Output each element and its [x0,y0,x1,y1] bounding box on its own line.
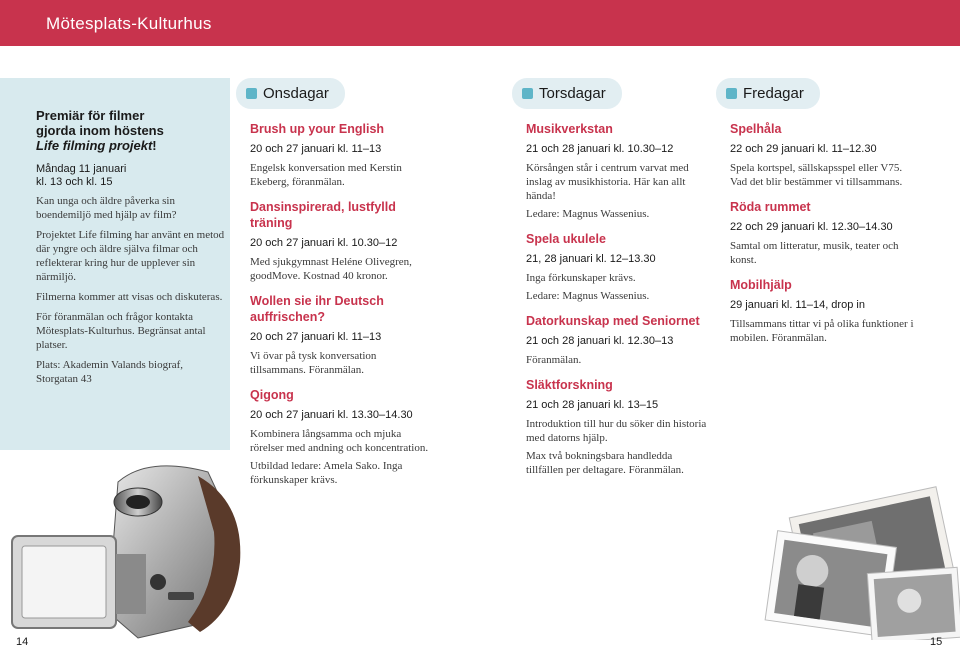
event-title: Wollen sie ihr Deutsch auffrischen? [250,294,384,324]
event-list [716,109,916,345]
square-marker-icon [522,88,533,99]
event-title: Brush up your English [250,122,385,136]
day-label: Fredagar [743,85,804,102]
sidebar-paragraph: Kan unga och äldre påverka sin boendemiljö med hjälp av film? [36,195,177,221]
event-date: 20 och 27 januari kl. 10.30–12 [250,237,398,249]
sidebar-heading-line3 [36,138,226,153]
event-text: Max två bokningsbara handledda tillfällen per deltagare. Föranmälan. [526,450,684,476]
event-text: Samtal om litteratur, musik, teater och konst. [730,240,899,266]
event-text: Ledare: Magnus Wassenius. [526,208,650,220]
event-date: 29 januari kl. 11–14, drop in [730,299,865,311]
event-title: Datorkunskap med Seniornet [526,314,700,328]
square-marker-icon [246,88,257,99]
event-text: Tillsammans tittar vi på olika funktioner i mobilen. Föranmälan. [730,318,914,344]
event-text: Kombinera långsamma och mjuka rörelser med andning och koncentration. [250,428,429,454]
event-date: 20 och 27 januari kl. 11–13 [250,143,382,155]
event-text: Engelsk konversation med Kerstin Ekeberg, föranmälan. [250,162,402,188]
sidebar-date-line1: Måndag 11 januari [36,163,127,175]
sidebar-heading-line1: Premiär för filmer [36,108,145,123]
event-title: Spela ukulele [526,232,606,246]
day-label: Torsdagar [539,85,606,102]
event-date: 20 och 27 januari kl. 13.30–14.30 [250,409,413,421]
day-label: Onsdagar [263,85,329,102]
page-title: Mötesplats-Kulturhus [46,14,212,33]
event-text: Introduktion till hur du söker din historia med datorns hjälp. [526,418,707,444]
day-header-onsdagar [236,78,345,109]
event-text: Vi övar på tysk konversation tillsammans. Föranmälan. [250,350,377,376]
event-title: Mobilhjälp [730,278,792,292]
camcorder-image [8,462,258,640]
page-number-right: 15 [930,636,943,648]
square-marker-icon [726,88,737,99]
day-header-fredagar [716,78,820,109]
event-date: 22 och 29 januari kl. 11–12.30 [730,143,877,155]
sidebar-paragraph: Filmerna kommer att visas och diskuteras. [36,291,223,303]
old-photographs-image [760,480,960,640]
sidebar-panel [0,78,230,450]
sidebar-heading-italic: Life filming projekt [36,138,153,153]
event-date: 21 och 28 januari kl. 10.30–12 [526,143,674,155]
event-date: 21 och 28 januari kl. 13–15 [526,399,659,411]
event-title: Släktforskning [526,378,613,392]
sidebar-paragraph: Plats: Akademin Valands biograf, Storgatan 43 [36,359,184,385]
event-text: Körsången står i centrum varvat med inslag av musikhistoria. Här kan allt hända! [526,162,689,202]
sidebar-heading [36,108,226,153]
sidebar-date-line2: kl. 13 och kl. 15 [36,176,113,188]
page-number-left: 14 [16,636,29,648]
event-title: Spelhåla [730,122,782,136]
day-header-torsdagar [512,78,622,109]
event-title: Dansinspirerad, lustfylld träning [250,200,396,230]
event-date: 21 och 28 januari kl. 12.30–13 [526,335,674,347]
event-title: Qigong [250,388,294,402]
event-text: Utbildad ledare: Amela Sako. Inga förkunskaper krävs. [250,460,403,486]
event-date: 22 och 29 januari kl. 12.30–14.30 [730,221,893,233]
sidebar-heading-line2: gjorda inom höstens [36,123,164,138]
event-title: Musikverkstan [526,122,613,136]
column-torsdagar [512,78,712,481]
column-fredagar [716,78,916,349]
event-text: Med sjukgymnast Heléne Olivegren, goodMove. Kostnad 40 kronor. [250,256,412,282]
event-list [236,109,430,487]
event-text: Föranmälan. [526,354,582,366]
sidebar-content [36,108,226,392]
header-bar [0,0,960,46]
event-title: Röda rummet [730,200,811,214]
sidebar-paragraph: För föranmälan och frågor kontakta Mötesplats-Kulturhus. Begränsat antal platser. [36,311,206,351]
sidebar-paragraph: Projektet Life filming har använt en metod där yngre och äldre själva filmar och reflekterar kring hur de upplever sin närmiljö. [36,229,225,283]
sidebar-heading-tail: ! [152,138,157,153]
column-onsdagar [236,78,430,491]
event-text: Ledare: Magnus Wassenius. [526,290,650,302]
sidebar-date [36,163,226,189]
event-list [512,109,712,477]
event-date: 21, 28 januari kl. 12–13.30 [526,253,656,265]
event-text: Inga förkunskaper krävs. [526,272,636,284]
event-text: Spela kortspel, sällskapsspel eller V75. Vad det blir bestämmer vi tillsammans. [730,162,903,188]
event-date: 20 och 27 januari kl. 11–13 [250,331,382,343]
